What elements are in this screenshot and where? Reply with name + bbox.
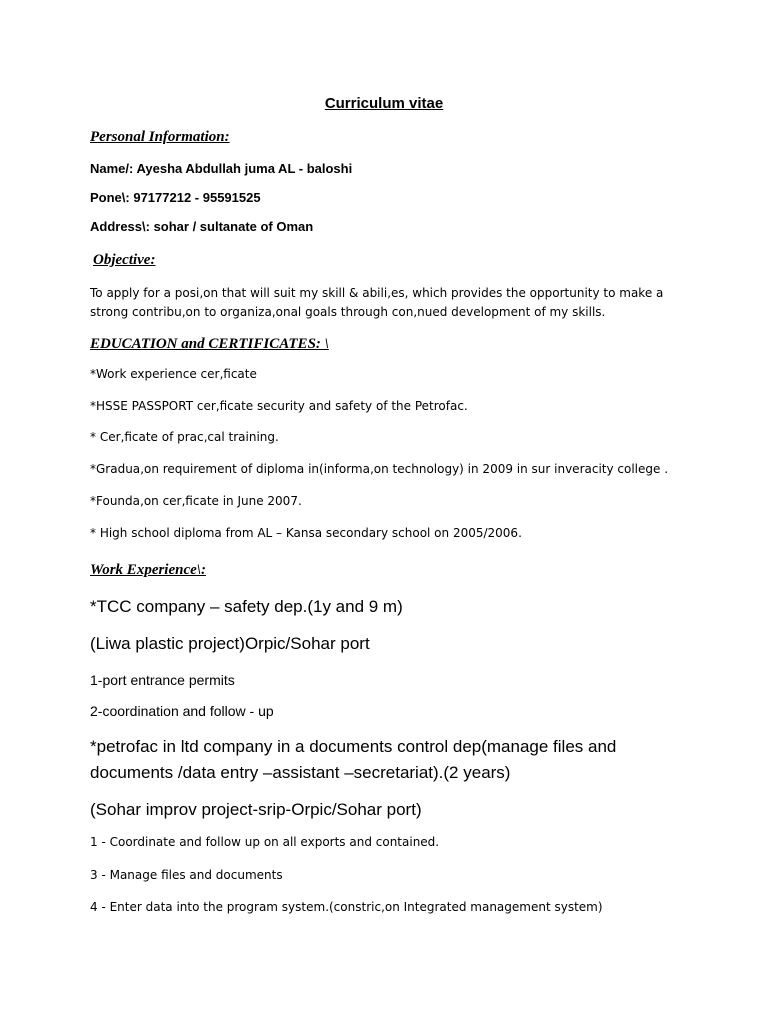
job-task: 1 - Coordinate and follow up on all exports and contained.	[90, 835, 440, 849]
document-title: Curriculum vitae	[324, 95, 444, 112]
job-project: (Sohar improv project-srip-Orpic/Sohar port)	[90, 800, 422, 819]
job-task: 4 - Enter data into the program system.(constric‚on Integrated management system)	[90, 900, 603, 914]
name-field: Name/: Ayesha Abdullah juma AL - baloshi	[90, 161, 353, 176]
personal-information-heading: Personal Information:	[90, 129, 230, 145]
education-item: * High school diploma from AL – Kansa secondary school on 2005/2006.	[90, 526, 522, 540]
job-project: (Liwa plastic project)Orpic/Sohar port	[90, 634, 370, 653]
phone-field: Pone\: 97177212 - 95591525	[90, 190, 261, 205]
education-item: *HSSE PASSPORT cer‚ficate security and safety of the Petrofac.	[90, 399, 468, 413]
job-task: 3 - Manage files and documents	[90, 868, 283, 882]
education-item: *Gradua‚on requirement of diploma in(informa‚on technology) in 2009 in sur inveracity college .	[90, 462, 669, 476]
objective-text: To apply for a posi‚on that will suit my skill & abili‚es, which provides the opportunity to make a strong contribu‚on to organiza‚onal goals through con‚nued development of my skills.	[90, 286, 664, 319]
education-item: * Cer‚ficate of prac‚cal training.	[90, 430, 279, 444]
education-item: *Work experience cer‚ficate	[90, 367, 257, 381]
objective-heading: Objective:	[93, 252, 156, 268]
job-task: 2-coordination and follow - up	[90, 703, 274, 719]
education-heading: EDUCATION and CERTIFICATES: \	[90, 336, 329, 352]
job-title: *petrofac in ltd company in a documents control dep(manage files and documents /data entry –assistant –secretariat).(2 years)	[90, 737, 617, 782]
job-title: *TCC company – safety dep.(1y and 9 m)	[90, 597, 403, 616]
address-field: Address\: sohar / sultanate of Oman	[90, 219, 314, 234]
job-task: 1-port entrance permits	[90, 672, 235, 688]
education-item: *Founda‚on cer‚ficate in June 2007.	[90, 494, 302, 508]
work-experience-heading: Work Experience\:	[90, 562, 206, 578]
